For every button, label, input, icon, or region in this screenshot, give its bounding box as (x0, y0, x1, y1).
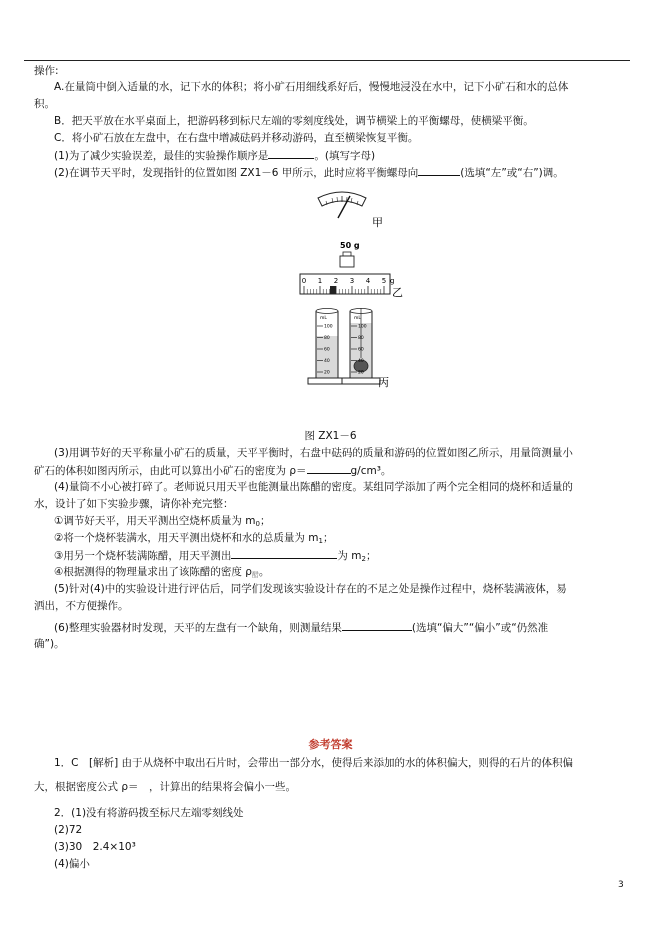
step1-text: ①调节好天平，用天平测出空烧杯质量为 m (54, 515, 256, 527)
cylinder-mark-label: 80 (324, 336, 330, 341)
answers-title: 参考答案 (308, 738, 353, 751)
label-jia: 甲 (372, 216, 383, 229)
step2-subscript: 1 (318, 537, 323, 545)
answer-2-part2: (2)72 (54, 824, 83, 836)
question-2-text: (2)在调节天平时，发现指针的位置如图 ZX1－6 甲所示，此时应将平衡螺母向 (54, 167, 419, 179)
cylinder-mark-label: 20 (324, 370, 330, 376)
step4-subscript: 醋 (251, 571, 259, 579)
cylinders-diagram (308, 308, 389, 389)
step4-tail: 。 (258, 566, 270, 578)
step2-text: ②将一个烧杯装满水，用天平测出烧杯和水的总质量为 m (54, 532, 319, 544)
question-3-line1: (3)用调节好的天平称量小矿石的质量，天平平衡时，右盘中砝码的质量和游码的位置如图乙所示，用量筒测量小 (54, 447, 573, 459)
answer-2-part3: (3)30 2.4×10³ (54, 841, 136, 853)
step1-subscript: 0 (255, 520, 260, 528)
question-4-step1 (54, 514, 270, 531)
ruler-unit: g (390, 277, 395, 285)
answer-blank-1[interactable] (268, 148, 314, 159)
figure-caption: 图 ZX1－6 (304, 430, 357, 442)
label-bing: 丙 (378, 376, 389, 389)
answer-blank-6[interactable] (342, 620, 412, 631)
step1-tail: ； (259, 515, 271, 527)
step-a-line2: 积。 (34, 98, 55, 110)
step-c: C．将小矿石放在左盘中，在右盘中增减砝码并移动游码，直至横梁恢复平衡。 (54, 132, 419, 144)
cylinder-right (342, 308, 389, 389)
question-3-unit: g/cm³。 (350, 465, 392, 477)
question-1-tail: 。(填写字母) (314, 150, 376, 162)
question-6-line2: 确”)。 (34, 638, 65, 650)
cylinder-mark-label: 60 (358, 347, 364, 353)
question-4-step3 (54, 548, 376, 566)
question-6-tail: (选填“偏大”“偏小”或“仍然准 (411, 622, 549, 634)
weight-label: 50 g (340, 241, 360, 250)
cylinder-mark-label: 80 (358, 336, 364, 341)
ruler-tick-label: 4 (365, 277, 371, 285)
step3-tail: 为 m (337, 550, 362, 562)
page-number: 3 (618, 880, 624, 890)
question-2 (54, 165, 564, 180)
cylinder-unit: mL (354, 316, 361, 321)
operation-label: 操作: (34, 65, 59, 77)
ruler-tick-label: 2 (333, 277, 339, 285)
cylinder-left (308, 309, 346, 385)
cylinder-mark-label: 60 (324, 347, 330, 353)
weight-block (340, 256, 354, 267)
question-2-tail: (选填“左”或“右”)调。 (460, 167, 564, 179)
cylinder-mark-label: 100 (324, 324, 333, 330)
step-b: B．把天平放在水平桌面上，把游码移到标尺左端的零刻度线处，调节横梁上的平衡螺母，使横梁平衡。 (54, 115, 534, 127)
question-1 (54, 148, 375, 163)
ruler-tick-label: 5 (381, 277, 387, 285)
question-3-text: 矿石的体积如图丙所示，由此可以算出小矿石的密度为 ρ＝ (34, 465, 307, 477)
question-4-step2 (54, 531, 333, 548)
step3-subscript: 2 (361, 555, 366, 563)
label-yi: 乙 (392, 286, 403, 299)
question-5-line2: 洒出，不方便操作。 (34, 600, 129, 612)
header-rule (24, 60, 630, 61)
answer-blank-2[interactable] (418, 165, 460, 176)
answer-2-part4: (4)偏小 (54, 858, 90, 870)
cylinder-mark-label: 40 (358, 359, 364, 364)
question-5-line1: (5)针对(4)中的实验设计进行评估后，同学们发现该实验设计存在的不足之处是操作过程中，烧杯装满液体，易 (54, 583, 567, 595)
step4-text: ④根据测得的物理量求出了该陈醋的密度 ρ (54, 566, 252, 578)
question-4-step4 (54, 565, 269, 582)
answer-1-line1: 1．C [解析] 由于从烧杯中取出石片时，会带出一部分水，使得后来添加的水的体积偏大，则得的石片的体积偏 (54, 757, 574, 769)
answer-1-line2: 大，根据密度公式 ρ＝ ，计算出的结果将会偏小一些。 (34, 781, 297, 793)
step3-text: ③用另一个烧杯装满陈醋，用天平测出 (54, 550, 232, 562)
rider-slider (330, 286, 336, 294)
cylinder-unit: mL (320, 316, 327, 321)
cylinder-mark-label: 100 (358, 324, 367, 330)
question-3-line2 (34, 463, 391, 478)
answer-blank-4[interactable] (231, 548, 337, 559)
answer-2-part1: 2．(1)没有将游码拨至标尺左端零刻线处 (54, 807, 244, 819)
step2-tail: ； (322, 532, 334, 544)
ruler-tick-label: 1 (317, 277, 323, 285)
step-a-line1: A.在量筒中倒入适量的水，记下水的体积；将小矿石用细线系好后，慢慢地浸没在水中，记下小矿石和水的总体 (54, 81, 569, 93)
weight-and-ruler-diagram (300, 241, 403, 299)
step3-end: ； (365, 550, 377, 562)
cylinder-mark-label: 20 (358, 370, 364, 376)
ruler-tick-label: 3 (349, 277, 355, 285)
question-6-text: (6)整理实验器材时发现，天平的左盘有一个缺角，则测量结果 (54, 622, 342, 634)
question-1-text: (1)为了减少实验误差，最佳的实验操作顺序是 (54, 150, 269, 162)
ruler-tick-label: 0 (301, 277, 307, 285)
question-4-line1: (4)量筒不小心被打碎了。老师说只用天平也能测量出陈醋的密度。某组同学添加了两个完全相同的烧杯和适量的 (54, 481, 573, 493)
question-6-line1 (54, 620, 548, 635)
figure-zx1-6 (290, 186, 420, 424)
pointer-scale-diagram (318, 192, 383, 229)
question-4-line2: 水，设计了如下实验步骤，请你补充完整： (34, 498, 234, 510)
answer-blank-3[interactable] (307, 463, 351, 474)
cylinder-mark-label: 40 (324, 359, 330, 364)
